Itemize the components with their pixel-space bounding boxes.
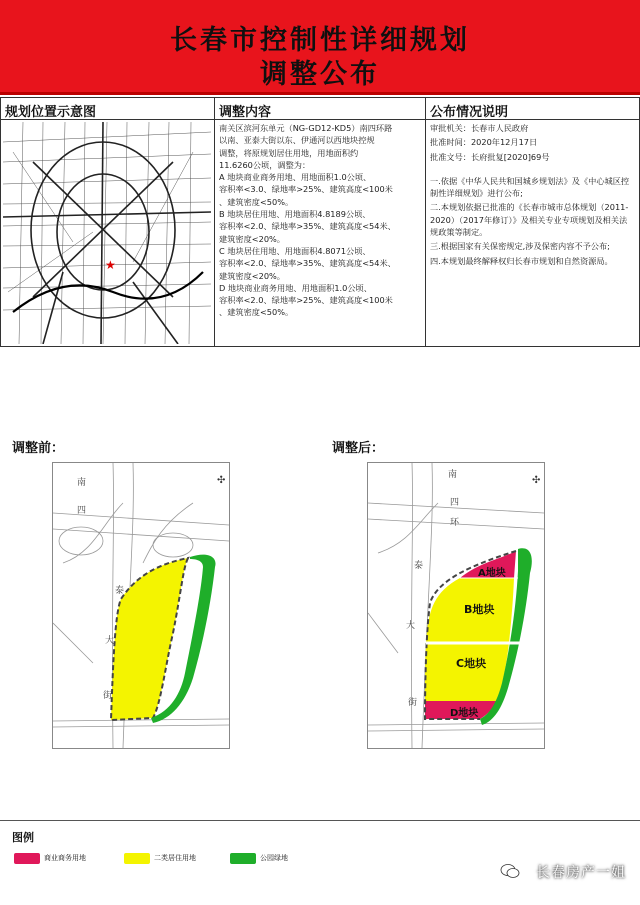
adjustment-panel [215, 98, 426, 346]
notice-item: 三.根据国家有关保密规定,涉及保密内容不予公布; [430, 241, 610, 252]
before-road2-char: 四 [77, 506, 87, 516]
after-road2-char: 环 [450, 518, 460, 528]
before-road2-char: 南 [77, 478, 87, 488]
location-map-panel [1, 98, 215, 346]
page-title: 长春市控制性详细规划 [170, 25, 470, 56]
watermark-text: 长春房产一姐 [536, 865, 626, 881]
legend-label: 商业商务用地 [44, 854, 86, 862]
after-plan-drawing [368, 463, 544, 748]
adjustment-line: C 地块居住用地、用地面积4.8071公顷、 [219, 245, 371, 256]
legend-swatch [124, 853, 150, 864]
legend-swatch [14, 853, 40, 864]
adjustment-line: 容积率<2.0、绿地率>25%、建筑高度<100米 [219, 295, 393, 306]
adjustment-line: D 地块商业商务用地、用地面积1.0公顷、 [219, 282, 372, 293]
page-subtitle: 调整公布 [260, 59, 380, 90]
before-road-char: 街 [103, 691, 113, 701]
after-plan [367, 462, 545, 749]
before-road-char: 大 [105, 636, 115, 646]
adjustment-text [215, 120, 425, 321]
notice-item: 四.本规划最终解释权归长春市规划和自然资源局。 [430, 255, 613, 266]
approval-number: 批准文号：长府批复[2020]69号 [430, 151, 550, 162]
notice-item: 一.依据《中华人民共和国城乡规划法》及《中心城区控制性详细规划》进行公布; [430, 175, 630, 199]
adjustment-line: 建筑密度<20%。 [219, 270, 285, 281]
before-plan [52, 462, 230, 749]
notice-heading: 公布情况说明 [426, 98, 639, 120]
notice-text [426, 120, 639, 271]
after-road-char: 街 [408, 698, 418, 708]
adjustment-line: 以南、亚泰大街以东、伊通河以西地块控规 [219, 135, 375, 146]
location-map [3, 122, 211, 344]
adjustment-line: 、建筑密度<50%。 [219, 196, 294, 207]
adjustment-line: A 地块商业商务用地、用地面积1.0公顷、 [219, 172, 372, 183]
legend-label: 二类居住用地 [154, 854, 196, 862]
after-road-char: 泰 [414, 561, 424, 571]
location-star-icon: ★ [105, 258, 116, 272]
adjustment-heading: 调整内容 [215, 98, 425, 120]
approval-date: 批准时间：2020年12月17日 [430, 137, 538, 148]
after-road2-char: 四 [450, 498, 460, 508]
before-label: 调整前： [12, 441, 65, 456]
north-arrow-icon: ✣ [217, 475, 226, 486]
city-road-map [3, 122, 211, 344]
parcel-c-label: C地块 [456, 657, 487, 670]
parcel-a-label: A地块 [478, 568, 506, 579]
wechat-icon [500, 864, 520, 878]
legend-swatch [230, 853, 256, 864]
header-banner [0, 0, 640, 95]
adjustment-line: 11.6260公顷，调整为： [219, 159, 311, 170]
adjustment-line: 容积率<2.0、绿地率>35%、建筑高度<54米、 [219, 221, 396, 232]
legend-item-commercial [14, 853, 124, 865]
parcel-b-label: B地块 [464, 603, 495, 616]
after-road-char: 大 [406, 621, 416, 631]
notice-panel [426, 98, 639, 346]
residential-parcel [111, 558, 188, 720]
approval-authority: 审批机关：长春市人民政府 [430, 123, 529, 133]
legend-title: 图例 [12, 831, 34, 844]
before-plan-drawing [53, 463, 229, 748]
north-arrow-icon: ✣ [532, 475, 541, 486]
info-table [0, 97, 640, 347]
adjustment-line: 、建筑密度<50%。 [219, 307, 294, 318]
adjustment-line: 容积率<3.0、绿地率>25%、建筑高度<100米 [219, 184, 393, 195]
notice-item: 二.本规划依据已批准的《长春市城市总体规划（2011-2020）（2017年修订）》及相关专业专项规划及相关法规政策等制定。 [430, 202, 629, 238]
adjustment-line: 调整，将原规划居住用地，用地面积约 [219, 147, 359, 158]
legend-item-residential [124, 853, 234, 865]
legend-label: 公园绿地 [260, 854, 288, 862]
adjustment-line: 容积率<2.0、绿地率>35%、建筑高度<54米、 [219, 258, 396, 269]
parcel-d-label: D地块 [450, 708, 479, 719]
adjustment-line: 建筑密度<20%。 [219, 233, 285, 244]
parcel-c-residential [425, 643, 509, 701]
after-road2-char: 南 [448, 470, 458, 480]
before-road-char: 泰 [115, 586, 125, 596]
adjustment-line: B 地块居住用地、用地面积4.8189公顷、 [219, 209, 371, 220]
legend-item-park [230, 853, 340, 865]
location-map-heading: 规划位置示意图 [1, 98, 214, 120]
adjustment-line: 南关区滨河东单元（NG-GD12-KD5）南四环路 [219, 123, 393, 133]
after-label: 调整后： [332, 441, 385, 456]
